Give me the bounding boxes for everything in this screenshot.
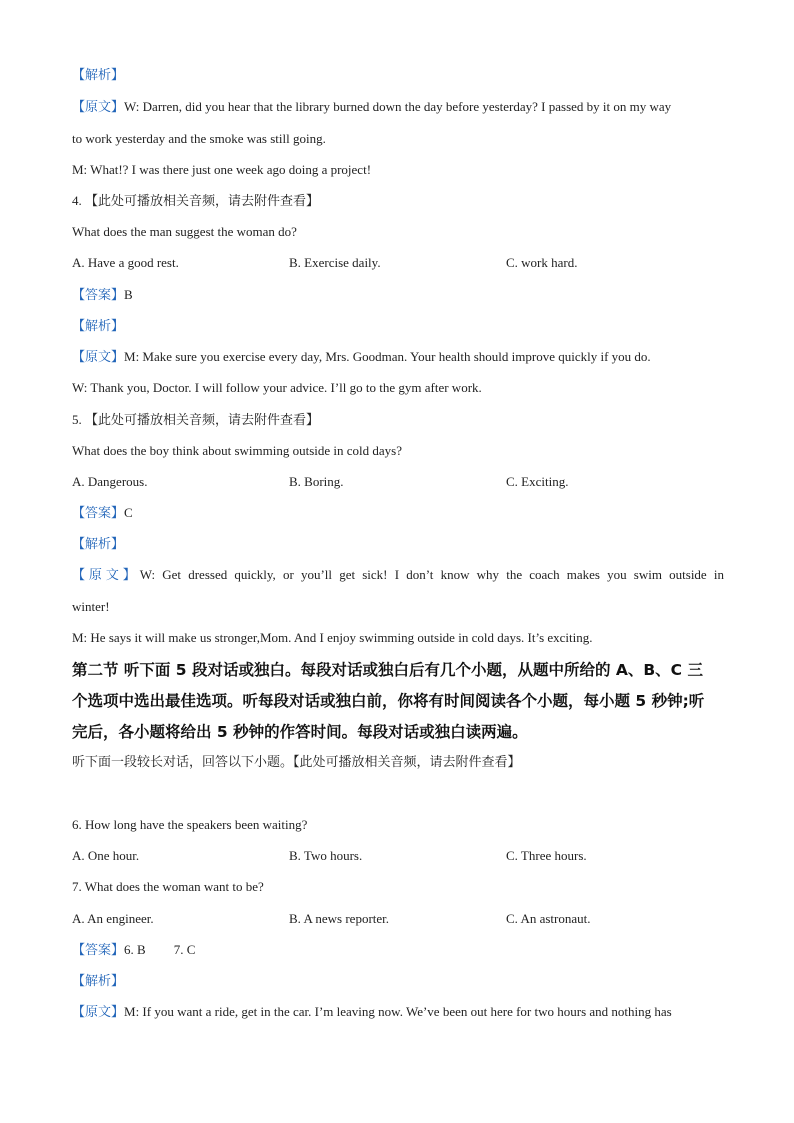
analysis-label: 【解析】	[72, 68, 125, 83]
question-7-text: 7. What does the woman want to be?	[72, 879, 264, 894]
q6-7-answer: 【答案】6. B 7. C	[72, 942, 196, 958]
original-text-line: W: Thank you, Doctor. I will follow your advice. I’ll go to the gym after work.	[72, 380, 482, 395]
q4-answer: 【答案】B	[72, 287, 133, 303]
original-text-line: M: He says it will make us stronger,Mom. And I enjoy swimming outside in cold days. It’s exciting.	[72, 630, 593, 645]
q6-option-b: B. Two hours.	[289, 848, 363, 863]
original-text-line: to work yesterday and the smoke was still going.	[72, 131, 326, 146]
question-4-audio: 4. 【此处可播放相关音频，请去附件查看】	[72, 193, 320, 209]
q7-option-a: A. An engineer.	[72, 911, 154, 926]
q4-option-a: A. Have a good rest.	[72, 255, 179, 270]
q7-option-b: B. A news reporter.	[289, 911, 390, 926]
section-instruction: 听下面一段较长对话，回答以下小题。【此处可播放相关音频，请去附件查看】	[72, 755, 521, 770]
q5-option-a: A. Dangerous.	[72, 474, 148, 489]
q5-option-b: B. Boring.	[289, 474, 344, 489]
q7-option-c: C. An astronaut.	[506, 911, 591, 926]
q5-answer: 【答案】C	[72, 505, 133, 521]
original-text-line: winter!	[72, 599, 110, 614]
q6-option-a: A. One hour.	[72, 848, 140, 863]
original-text-line: M: What!? I was there just one week ago doing a project!	[72, 162, 372, 177]
audio-placeholder: 【此处可播放相关音频，请去附件查看】	[85, 413, 320, 428]
question-4-text: What does the man suggest the woman do?	[72, 224, 297, 239]
analysis-label: 【解析】	[72, 974, 125, 989]
analysis-label: 【解析】	[72, 537, 125, 552]
question-5-text: What does the boy think about swimming outside in cold days?	[72, 443, 403, 458]
original-text-line: 【原文】M: Make sure you exercise every day, Mrs. Goodman. Your health should improve quickly if you do.	[72, 349, 651, 365]
section-heading: 第二节 听下面 5 段对话或独白。每段对话或独白后有几个小题，从题中所给的 A、B、C 三	[72, 661, 703, 679]
audio-placeholder: 【此处可播放相关音频，请去附件查看】	[85, 194, 320, 209]
original-text-line: 【原文】W: Get dressed quickly, or you’ll get sick! I don’t know why the coach makes you swim outside in	[72, 567, 724, 583]
analysis-label: 【解析】	[72, 319, 125, 334]
q4-option-c: C. work hard.	[506, 255, 578, 270]
section-heading: 完后，各小题将给出 5 秒钟的作答时间。每段对话或独白读两遍。	[72, 723, 528, 741]
q6-option-c: C. Three hours.	[506, 848, 587, 863]
section-heading: 个选项中选出最佳选项。听每段对话或独白前，你将有时间阅读各个小题，每小题 5 秒钟;听	[72, 692, 705, 710]
original-text-line: 【原文】W: Darren, did you hear that the library burned down the day before yesterday? I passed by it on my way	[72, 99, 672, 115]
q4-option-b: B. Exercise daily.	[289, 255, 381, 270]
original-text-line: 【原文】M: If you want a ride, get in the car. I’m leaving now. We’ve been out here for two hours and nothing has	[72, 1004, 672, 1020]
question-6-text: 6. How long have the speakers been waiting?	[72, 817, 308, 832]
q5-option-c: C. Exciting.	[506, 474, 569, 489]
question-5-audio: 5. 【此处可播放相关音频，请去附件查看】	[72, 412, 320, 428]
